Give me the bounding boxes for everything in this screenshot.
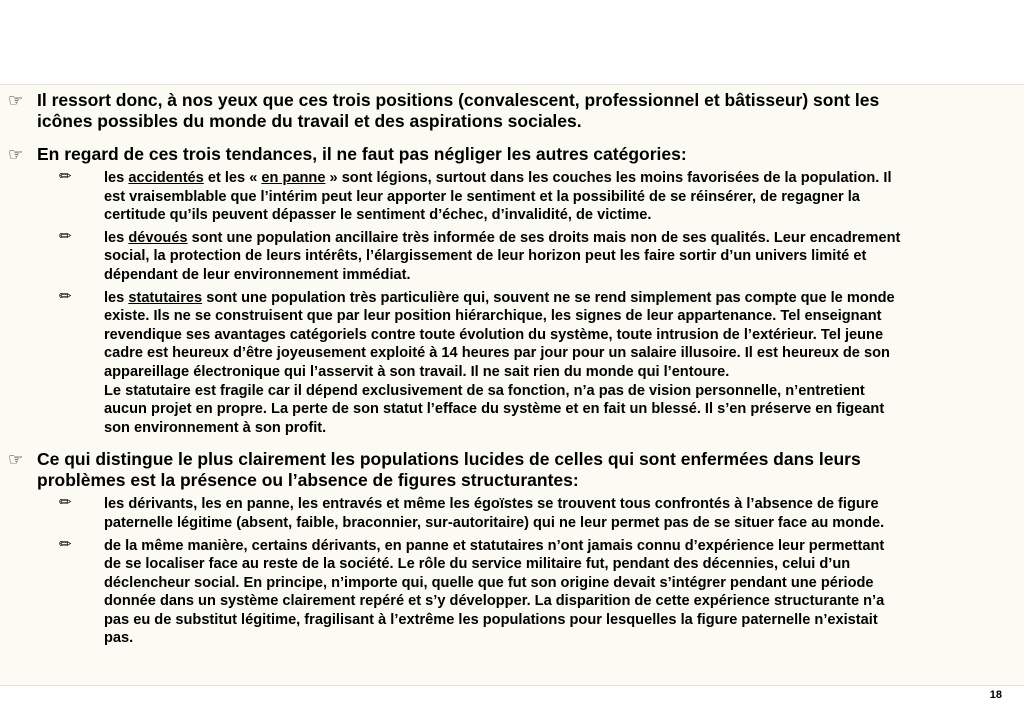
pencil-icon: ✏ xyxy=(59,535,72,553)
sub-line: cadre est heureux d’être joyeusement exploité à 14 heures par jour pour un salaire illusoire. Il est heureux de son xyxy=(104,345,890,362)
term-devoues: dévoués xyxy=(128,229,188,246)
pointing-hand-icon: ☞ xyxy=(8,91,24,110)
sub-bullet-accidentes xyxy=(59,168,1018,225)
bullet-line: icônes possibles du monde du travail et des aspirations sociales. xyxy=(37,111,582,131)
sub-line: les accidentés et les « en panne » sont légions, surtout dans les couches les moins favorisées de la population. Il xyxy=(104,170,892,186)
pointing-hand-icon: ☞ xyxy=(8,450,24,470)
pencil-icon: ✏ xyxy=(59,287,72,305)
sub-line: existe. Ils ne se construisent que par leur position hiérarchique, les signes de leur appartenance. Tel enseignant xyxy=(104,308,882,325)
sub-bullet-derivants xyxy=(59,494,1018,532)
sub-line: les dérivants, les en panne, les entravés et même les égoïstes se trouvent tous confrontés à l’absence de figure xyxy=(104,496,879,513)
pointing-hand-icon: ☞ xyxy=(8,145,24,164)
sub-line: appareillage électronique qui l’asservit à son travail. Il ne sait rien du monde qui l’entoure. xyxy=(104,363,730,380)
sub-line: social, la protection de leurs intérêts, l’élargissement de leur horizon peut les faire sortir d’un univers limité et xyxy=(104,248,867,265)
term-statutaires: statutaires xyxy=(128,289,203,306)
main-bullet-3 xyxy=(8,449,1018,648)
sub-list xyxy=(37,169,1018,437)
sub-line: aucun projet en propre. La perte de son statut l’efface du système et en fait un blessé. Il s’en préserve en figeant xyxy=(104,401,885,418)
bullet-line: Ce qui distingue le plus clairement les populations lucides de celles qui sont enfermées dans leurs xyxy=(37,449,861,470)
sub-line: pas. xyxy=(104,630,134,647)
bullet-line: En regard de ces trois tendances, il ne faut pas négliger les autres catégories: xyxy=(37,144,687,164)
top-blank-band xyxy=(0,0,1024,84)
sub-line: les statutaires sont une population très particulière qui, souvent ne se rend simplement pas compte que le monde xyxy=(104,289,895,306)
sub-bullet-service-militaire xyxy=(59,535,1018,649)
page-number: 18 xyxy=(989,689,1002,701)
sub-line: son environnement à son profit. xyxy=(104,419,327,436)
term-accidentes: accidentés xyxy=(128,170,204,186)
sub-line: de la même manière, certains dérivants, en panne et statutaires n’ont jamais connu d’expérience leur permettant xyxy=(104,537,885,554)
bullet-line: Il ressort donc, à nos yeux que ces trois positions (convalescent, professionnel et bâtisseur) sont les xyxy=(37,90,880,110)
sub-line: revendique ses avantages catégoriels contre toute évolution du système, toute intrusion de l’extérieur. Tel jeune xyxy=(104,326,884,343)
bullet-line: problèmes est la présence ou l’absence de figures structurantes: xyxy=(37,470,579,491)
sub-line: est vraisemblable que l’intérim peut leur apporter le sentiment et la possibilité de se réinsérer, de regagner la xyxy=(104,188,860,205)
slide-content xyxy=(8,90,1018,660)
sub-line: certitude qu’ils peuvent dépasser le sentiment d’échec, d’invalidité, de victime. xyxy=(104,207,652,224)
sub-line: pas eu de substitut légitime, fragilisant à l’extrême les populations pour lesquelles la figure paternelle n’existait xyxy=(104,611,878,628)
sub-bullet-devoues xyxy=(59,227,1018,285)
sub-line: les dévoués sont une population ancillaire très informée de ses droits mais non de ses qualités. Leur encadrement xyxy=(104,229,901,246)
main-bullet-2 xyxy=(8,144,1018,437)
sub-bullet-statutaires xyxy=(59,287,1018,438)
sub-line: déclencheur social. En principe, n’importe qui, quelle que fut son origine devait s’intégrer pendant une période xyxy=(104,574,874,591)
sub-line: dépendant de leur environnement immédiat. xyxy=(104,266,411,283)
term-en-panne: en panne xyxy=(261,170,326,186)
sub-line: Le statutaire est fragile car il dépend exclusivement de sa fonction, n’a pas de vision personnelle, n’entretient xyxy=(104,382,865,399)
pencil-icon: ✏ xyxy=(59,168,72,185)
sub-list xyxy=(37,495,1018,648)
pencil-icon: ✏ xyxy=(59,227,72,245)
main-bullet-1 xyxy=(8,90,1018,132)
pencil-icon: ✏ xyxy=(59,494,72,512)
sub-line: de se localiser face au reste de la société. Le rôle du service militaire fut, pendant des décennies, celui d’un xyxy=(104,556,851,573)
sub-line: paternelle légitime (absent, faible, braconnier, sur-autoritaire) qui ne leur permet pas de se situer face au monde. xyxy=(104,514,885,531)
sub-line: donnée dans un système clairement repéré et s’y développer. La disparition de cette expérience structurante n’a xyxy=(104,593,885,610)
